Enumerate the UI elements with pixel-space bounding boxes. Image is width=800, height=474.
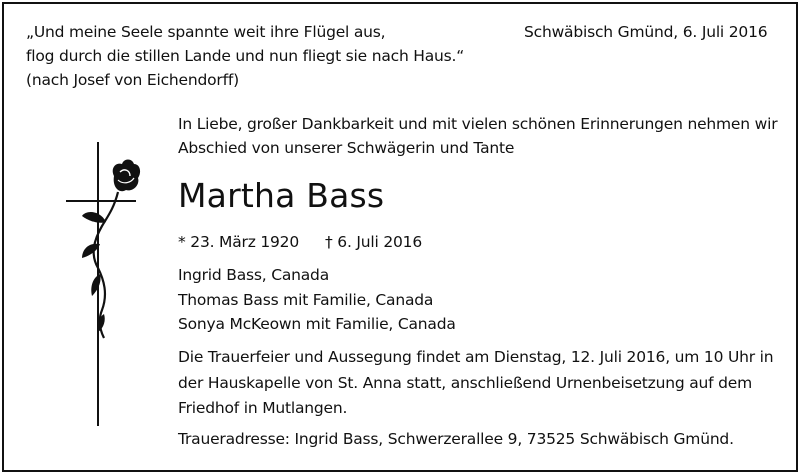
mourner-item: Thomas Bass mit Familie, Canada bbox=[178, 290, 434, 309]
service-info bbox=[178, 345, 773, 422]
quote-line: flog durch die stillen Lande und nun fliegt sie nach Haus.“ bbox=[26, 47, 465, 65]
cross-with-rose-icon bbox=[60, 138, 160, 428]
life-dates bbox=[178, 230, 422, 254]
death-date: † 6. Juli 2016 bbox=[325, 233, 422, 251]
service-line: Die Trauerfeier und Aussegung findet am Dienstag, 12. Juli 2016, um 10 Uhr in bbox=[178, 348, 774, 366]
quote-attribution: (nach Josef von Eichendorff) bbox=[26, 71, 239, 89]
place-date: Schwäbisch Gmünd, 6. Juli 2016 bbox=[524, 23, 768, 41]
deceased-name: Martha Bass bbox=[178, 176, 385, 215]
service-line: Friedhof in Mutlangen. bbox=[178, 399, 348, 417]
mourners-list bbox=[178, 263, 456, 337]
mourner-item: Sonya McKeown mit Familie, Canada bbox=[178, 315, 456, 333]
service-line: der Hauskapelle von St. Anna statt, anschließend Urnenbeisetzung auf dem bbox=[178, 373, 753, 392]
intro-line: In Liebe, großer Dankbarkeit und mit vielen schönen Erinnerungen nehmen wir bbox=[178, 115, 778, 133]
birth-date: * 23. März 1920 bbox=[178, 233, 300, 251]
intro-text bbox=[178, 112, 777, 160]
quote-block bbox=[26, 20, 464, 92]
intro-line: Abschied von unserer Schwägerin und Tante bbox=[178, 139, 515, 157]
mourner-item: Ingrid Bass, Canada bbox=[178, 266, 329, 284]
mourning-address: Traueradresse: Ingrid Bass, Schwerzerallee 9, 73525 Schwäbisch Gmünd. bbox=[178, 430, 734, 448]
quote-line: „Und meine Seele spannte weit ihre Flügel aus, bbox=[26, 23, 386, 41]
